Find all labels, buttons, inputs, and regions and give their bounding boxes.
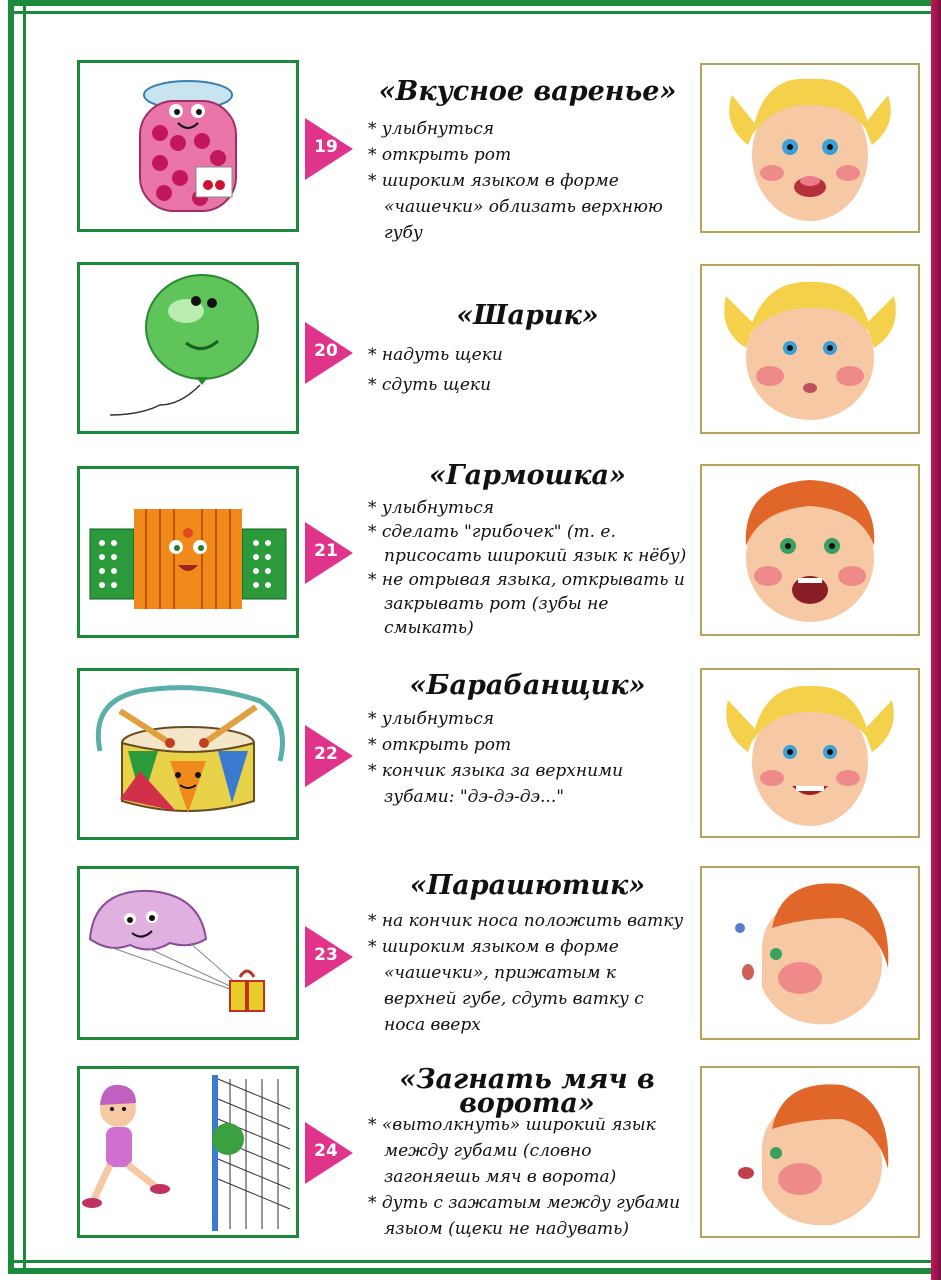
exercise-step: * на кончик носа положить ватку: [368, 908, 688, 934]
face-photo: [700, 866, 920, 1040]
face-photo: [700, 63, 920, 233]
exercise-step: * улыбнуться: [368, 496, 688, 520]
exercise-step: * улыбнуться: [368, 116, 688, 142]
exercise-step: * открыть рот: [368, 142, 688, 168]
exercise-step: * сделать "грибочек" (т. е. присосать широкий язык к нёбу): [368, 520, 688, 568]
accordion-picture: [77, 466, 299, 638]
exercise-title: «Гармошка»: [429, 460, 626, 491]
page-frame-top: [8, 0, 931, 14]
page-edge-right: [931, 0, 941, 1280]
exercise-step: * «вытолкнуть» широкий язык между губами (словно загоняешь мяч в ворота): [368, 1112, 688, 1190]
parachute-picture: [77, 866, 299, 1040]
page-frame-bottom: [8, 1260, 931, 1274]
exercise-step: * не отрывая языка, открывать и закрывать рот (зубы не смыкать): [368, 568, 688, 640]
exercise-title: «Парашютик»: [409, 870, 646, 901]
exercise-step: * кончик языка за верхними зубами: "дэ-дэ-дэ...": [368, 758, 688, 810]
exercise-steps: [368, 908, 688, 1038]
jam-jar-picture: [77, 60, 299, 232]
face-photo: [700, 264, 920, 434]
exercise-title: «Вкусное варенье»: [378, 76, 677, 107]
exercise-title: «Загнать мяч в ворота»: [399, 1064, 655, 1119]
exercise-step: * улыбнуться: [368, 706, 688, 732]
exercise-steps: [368, 116, 688, 246]
page-frame-left: [8, 0, 26, 1272]
exercise-step: * широким языком в форме «чашечки», прижатым к верхней губе, сдуть ватку с носа вверх: [368, 934, 688, 1038]
exercise-number-badge: 24: [305, 1122, 353, 1184]
exercise-step: * открыть рот: [368, 732, 688, 758]
exercise-title: «Шарик»: [456, 300, 599, 331]
face-photo: [700, 1066, 920, 1238]
exercise-step: * широким языком в форме «чашечки» облизать верхнюю губу: [368, 168, 688, 246]
kid-with-ball-picture: [77, 1066, 299, 1238]
exercise-steps: [368, 1112, 688, 1242]
exercise-number-badge: 19: [305, 118, 353, 180]
exercise-step: * дуть с зажатым между губами языом (щеки не надувать): [368, 1190, 688, 1242]
exercise-steps: [368, 706, 688, 810]
exercise-step: * сдуть щеки: [368, 370, 688, 400]
exercise-step: * надуть щеки: [368, 340, 688, 370]
exercise-number-badge: 22: [305, 725, 353, 787]
exercise-number-badge: 21: [305, 522, 353, 584]
exercise-steps: [368, 496, 688, 640]
exercise-title: «Барабанщик»: [409, 670, 646, 701]
exercise-steps: [368, 340, 688, 400]
face-photo: [700, 668, 920, 838]
exercise-number-badge: 23: [305, 926, 353, 988]
exercise-number-badge: 20: [305, 322, 353, 384]
drum-picture: [77, 668, 299, 840]
balloon-picture: [77, 262, 299, 434]
face-photo: [700, 464, 920, 636]
